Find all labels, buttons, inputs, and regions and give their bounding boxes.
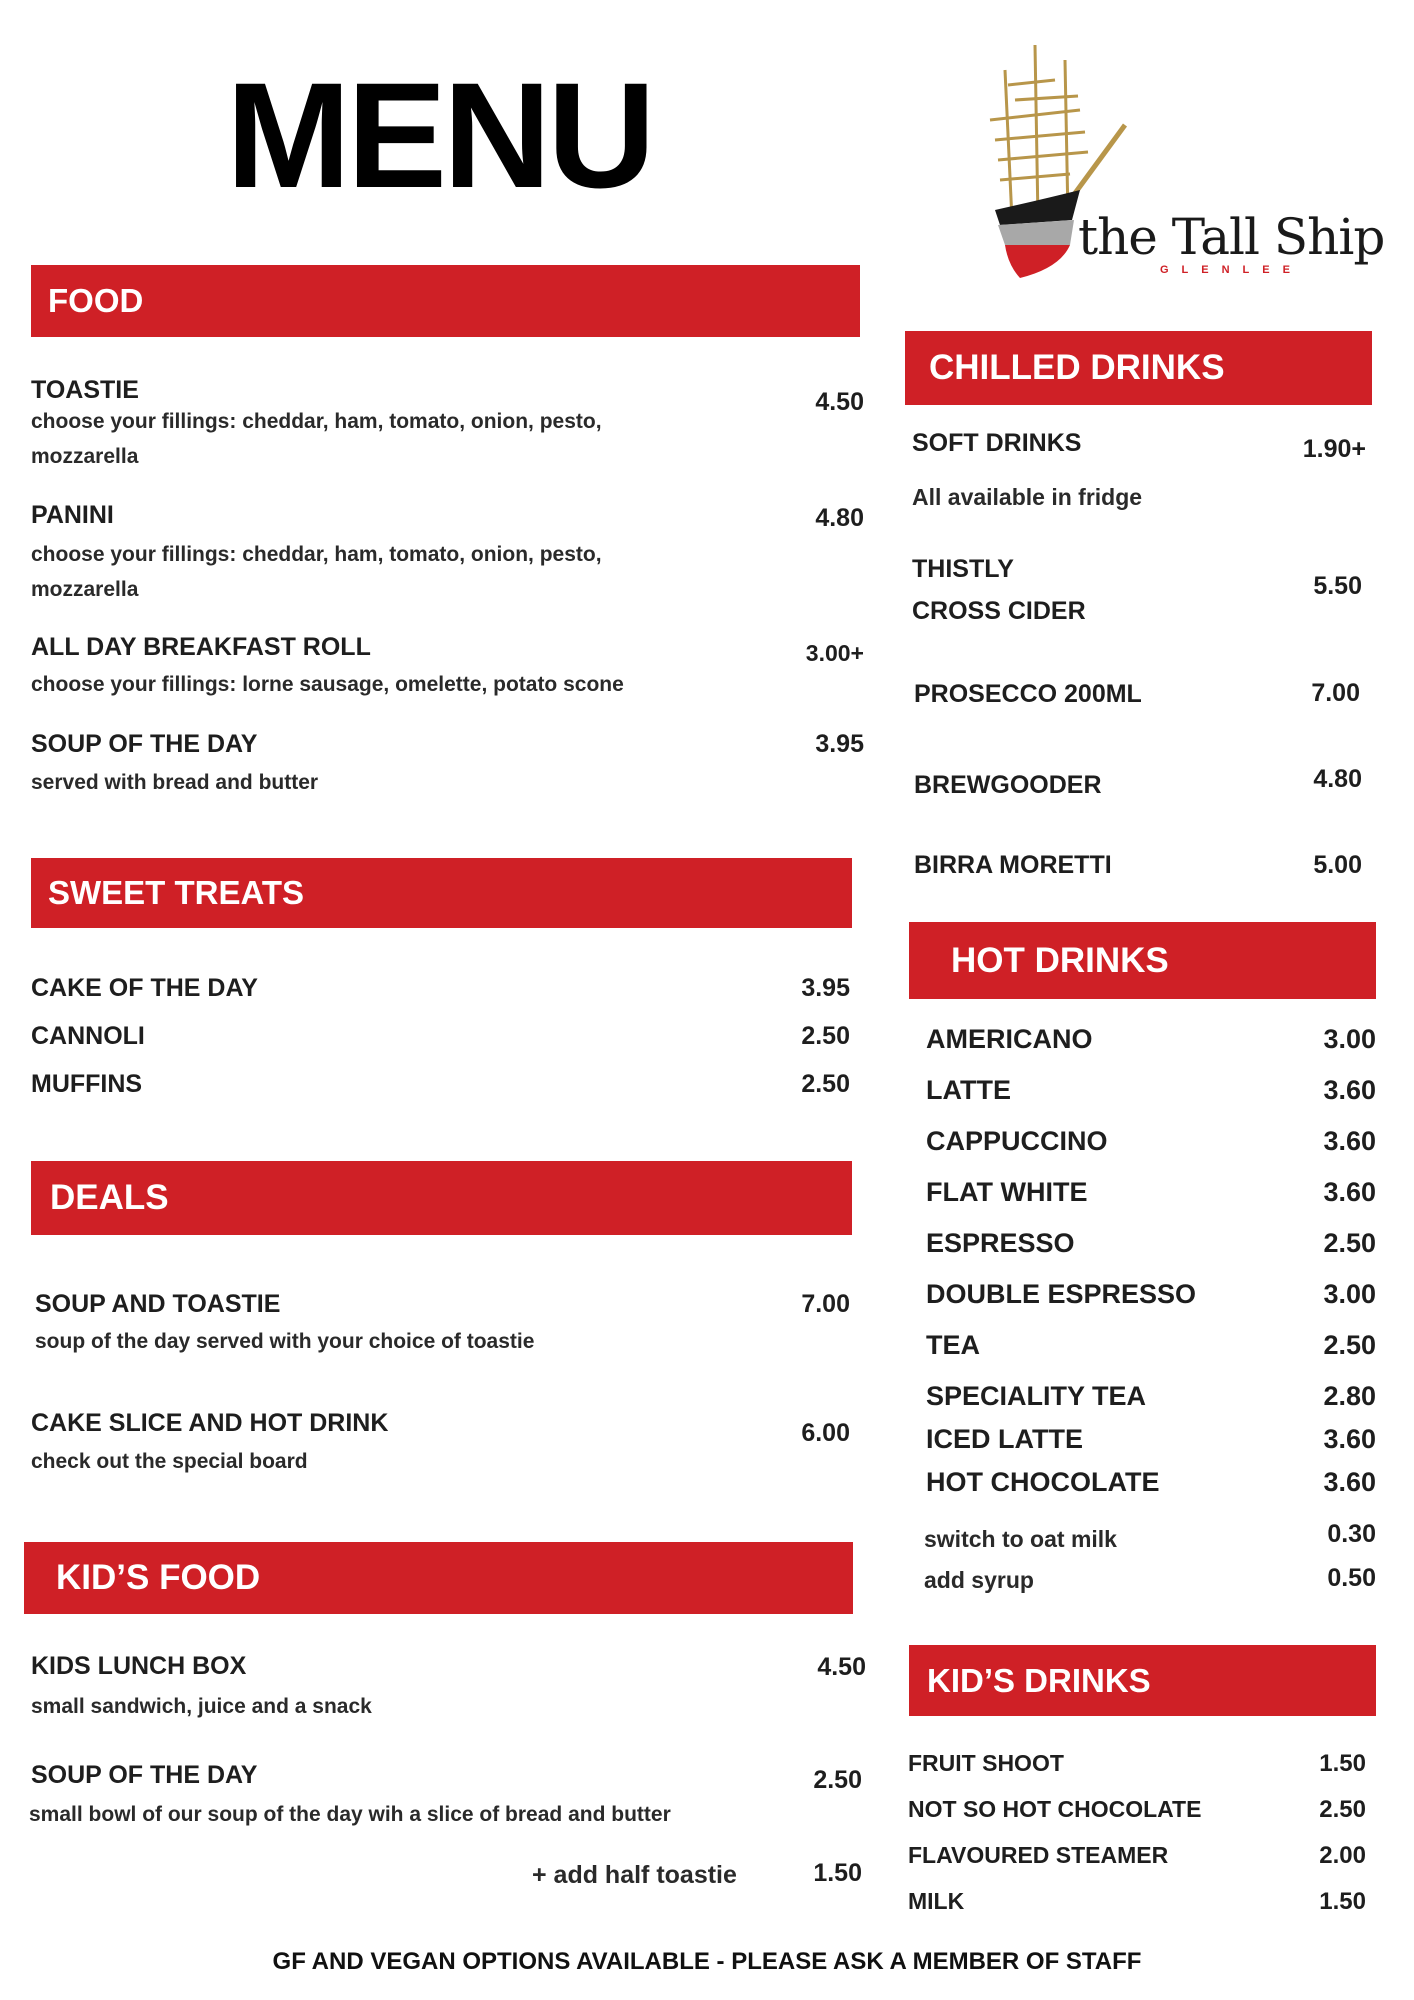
deal-item-desc: soup of the day served with your choice of toastie	[35, 1330, 535, 1353]
deal-item-name: SOUP AND TOASTIE	[35, 1290, 281, 1318]
food-item-desc: choose your fillings: cheddar, ham, tomato, onion, pesto,	[31, 543, 602, 566]
sweet-treats-heading	[31, 858, 852, 928]
hot-item-name: LATTE	[926, 1075, 1011, 1105]
hot-item-price: 2.50	[1323, 1228, 1376, 1258]
chilled-item-name: BIRRA MORETTI	[914, 851, 1112, 879]
chilled-drinks-heading-label: CHILLED DRINKS	[929, 348, 1225, 387]
kids-food-heading-label: KID’S FOOD	[56, 1558, 261, 1597]
kids-food-heading	[24, 1542, 853, 1614]
hot-item-price: 3.00	[1323, 1279, 1376, 1309]
footer-note: GF AND VEGAN OPTIONS AVAILABLE - PLEASE ASK A MEMBER OF STAFF	[272, 1948, 1142, 1975]
chilled-item-price: 4.80	[1313, 765, 1362, 793]
hot-item-name: FLAT WHITE	[926, 1177, 1088, 1207]
kids-drink-name: FRUIT SHOOT	[908, 1750, 1064, 1776]
kids-drink-price: 1.50	[1319, 1888, 1366, 1915]
kids-drink-price: 2.00	[1319, 1842, 1366, 1869]
food-item-price: 3.95	[815, 730, 864, 758]
hot-item-price: 3.60	[1323, 1075, 1376, 1105]
kids-food-item-desc: small bowl of our soup of the day wih a slice of bread and butter	[29, 1803, 671, 1826]
food-item-price: 4.80	[815, 504, 864, 532]
food-item-name: TOASTIE	[31, 376, 139, 404]
chilled-item-price: 5.00	[1313, 851, 1362, 879]
chilled-item-price: 5.50	[1313, 572, 1362, 600]
page-title: MENU	[226, 51, 652, 219]
hot-item-price: 3.60	[1323, 1467, 1376, 1497]
hot-item-price: 2.50	[1323, 1330, 1376, 1360]
kids-drink-name: NOT SO HOT CHOCOLATE	[908, 1796, 1202, 1822]
chilled-drinks-heading	[905, 331, 1372, 405]
hot-item-price: 3.60	[1323, 1177, 1376, 1207]
chilled-item-price: 7.00	[1311, 679, 1360, 707]
hot-item-price: 3.00	[1323, 1024, 1376, 1054]
deals-heading	[31, 1161, 852, 1235]
deal-item-name: CAKE SLICE AND HOT DRINK	[31, 1409, 389, 1437]
hot-item-price: 3.60	[1323, 1424, 1376, 1454]
food-item-name: PANINI	[31, 501, 114, 529]
food-item-name: ALL DAY BREAKFAST ROLL	[31, 633, 371, 661]
kids-food-item-desc: small sandwich, juice and a snack	[31, 1695, 372, 1718]
food-item-price: 3.00+	[805, 640, 864, 666]
deal-item-price: 7.00	[801, 1290, 850, 1318]
kids-food-item-price: 2.50	[813, 1766, 862, 1794]
hot-item-name: ESPRESSO	[926, 1228, 1075, 1258]
sweet-item-name: CAKE OF THE DAY	[31, 974, 258, 1002]
hot-drinks-heading	[909, 922, 1376, 999]
kids-food-item-price: 4.50	[817, 1653, 866, 1681]
food-heading	[31, 265, 860, 337]
food-item-price: 4.50	[815, 388, 864, 416]
deal-item-desc: check out the special board	[31, 1450, 308, 1473]
kids-food-item-name: KIDS LUNCH BOX	[31, 1652, 247, 1680]
hot-extra-name: switch to oat milk	[924, 1526, 1117, 1552]
deal-item-price: 6.00	[801, 1419, 850, 1447]
chilled-item-name: PROSECCO 200ML	[914, 680, 1142, 708]
hot-item-name: DOUBLE ESPRESSO	[926, 1279, 1197, 1309]
hot-item-name: AMERICANO	[926, 1024, 1093, 1054]
chilled-item-price: 1.90+	[1302, 435, 1366, 463]
chilled-item-name: BREWGOODER	[914, 771, 1102, 799]
chilled-item-desc: All available in fridge	[912, 484, 1143, 510]
hot-item-name: CAPPUCCINO	[926, 1126, 1108, 1156]
chilled-item-name-line2: CROSS CIDER	[912, 597, 1086, 625]
hot-drinks-heading-label: HOT DRINKS	[951, 940, 1169, 980]
food-item-desc: choose your fillings: lorne sausage, omelette, potato scone	[31, 673, 624, 696]
food-item-desc: choose your fillings: cheddar, ham, tomato, onion, pesto,	[31, 410, 602, 433]
kids-food-item-name: SOUP OF THE DAY	[31, 1761, 258, 1789]
sweet-item-price: 2.50	[801, 1022, 850, 1050]
deals-heading-label: DEALS	[50, 1178, 169, 1217]
sweet-item-price: 3.95	[801, 974, 850, 1002]
sweet-treats-heading-label: SWEET TREATS	[48, 874, 305, 911]
logo-name: the Tall Ship	[1078, 208, 1385, 266]
hot-extra-name: add syrup	[924, 1567, 1034, 1593]
kids-drink-name: FLAVOURED STEAMER	[908, 1842, 1169, 1868]
food-item-name: SOUP OF THE DAY	[31, 730, 258, 758]
hot-item-name: HOT CHOCOLATE	[926, 1467, 1160, 1497]
food-item-desc: mozzarella	[31, 445, 139, 468]
hot-item-name: TEA	[926, 1330, 980, 1360]
hot-item-price: 3.60	[1323, 1126, 1376, 1156]
kids-drink-price: 2.50	[1319, 1796, 1366, 1823]
food-heading-label: FOOD	[48, 282, 144, 319]
logo-subtitle: GLENLEE	[1160, 264, 1303, 276]
addon-label: + add half toastie	[532, 1861, 737, 1889]
hot-extra-price: 0.30	[1327, 1520, 1376, 1548]
kids-drink-price: 1.50	[1319, 1750, 1366, 1777]
hot-item-price: 2.80	[1323, 1381, 1376, 1411]
hot-item-name: ICED LATTE	[926, 1424, 1083, 1454]
sweet-item-price: 2.50	[801, 1070, 850, 1098]
sweet-item-name: MUFFINS	[31, 1070, 143, 1098]
food-item-desc: mozzarella	[31, 578, 139, 601]
sweet-item-name: CANNOLI	[31, 1022, 145, 1050]
addon-price: 1.50	[813, 1859, 862, 1887]
kids-drink-name: MILK	[908, 1888, 965, 1914]
kids-drinks-heading-label: KID’S DRINKS	[927, 1661, 1151, 1699]
hot-item-name: SPECIALITY TEA	[926, 1381, 1147, 1411]
chilled-item-name: SOFT DRINKS	[912, 429, 1082, 457]
kids-drinks-heading	[909, 1645, 1376, 1716]
chilled-item-name: THISTLY	[912, 555, 1014, 583]
food-item-desc: served with bread and butter	[31, 771, 319, 794]
hot-extra-price: 0.50	[1327, 1564, 1376, 1592]
